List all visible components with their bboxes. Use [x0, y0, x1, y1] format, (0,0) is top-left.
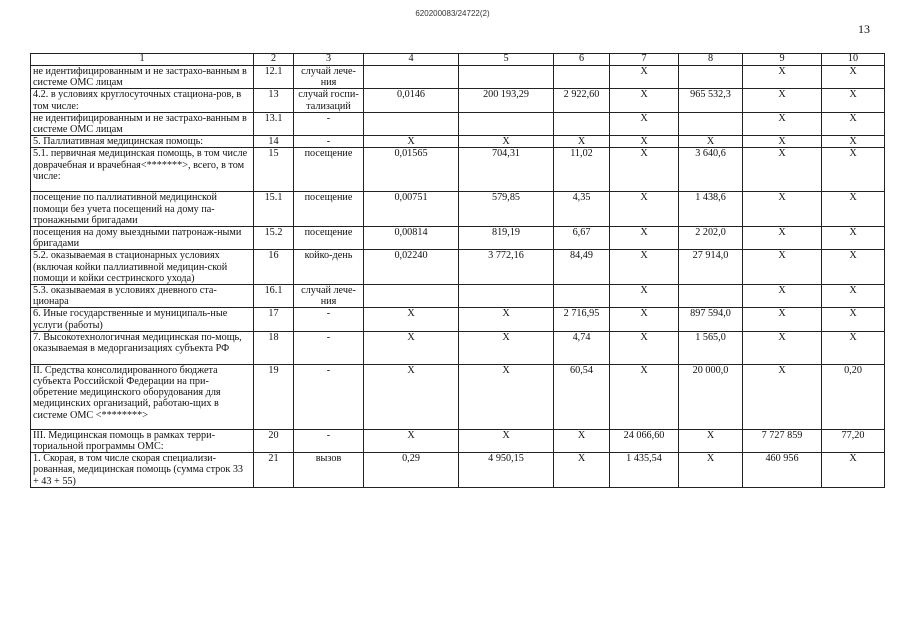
table-cell: 1 565,0: [679, 331, 743, 364]
table-cell: 18: [254, 331, 294, 364]
table-cell: X: [743, 227, 822, 250]
table-row: [31, 192, 885, 227]
row-label-cell: 5.1. первичная медицинская помощь, в том числе доврачебная и врачебная<*******>, всего, в том числе:: [31, 148, 254, 192]
column-header: 5: [459, 54, 554, 66]
table-row: [31, 227, 885, 250]
table-cell: X: [554, 429, 610, 452]
table-cell: 704,31: [459, 148, 554, 192]
row-label-cell: 6. Иные государственные и муниципаль-ные услуги (работы): [31, 308, 254, 331]
row-label-cell: 5.3. оказываемая в условиях дневного ста-ционара: [31, 285, 254, 308]
table-cell: X: [743, 112, 822, 135]
table-cell: 0,01565: [364, 148, 459, 192]
table-cell: 2 716,95: [554, 308, 610, 331]
table-cell: -: [294, 112, 364, 135]
table-cell: 0,20: [822, 364, 885, 429]
table-cell: X: [822, 285, 885, 308]
table-cell: 13.1: [254, 112, 294, 135]
table-cell: [459, 285, 554, 308]
table-cell: X: [822, 250, 885, 285]
table-row: [31, 331, 885, 364]
row-label-cell: 7. Высокотехнологичная медицинская по-мощь, оказываемая в медорганизациях субъекта РФ: [31, 331, 254, 364]
table-cell: X: [679, 453, 743, 488]
table-cell: -: [294, 429, 364, 452]
column-header: 7: [610, 54, 679, 66]
table-row: [31, 308, 885, 331]
header-row: [31, 54, 885, 66]
table-cell: [554, 285, 610, 308]
table-cell: X: [610, 308, 679, 331]
table-cell: 14: [254, 136, 294, 148]
row-label-cell: посещение по паллиативной медицинской помощи без учета посещений на дому па-тронажными бригадами: [31, 192, 254, 227]
table-cell: X: [743, 192, 822, 227]
table-cell: 0,29: [364, 453, 459, 488]
table-cell: [364, 112, 459, 135]
column-header: 8: [679, 54, 743, 66]
table-cell: X: [554, 136, 610, 148]
table-row: [31, 285, 885, 308]
table-cell: 15.2: [254, 227, 294, 250]
table-cell: 579,85: [459, 192, 554, 227]
column-header: 2: [254, 54, 294, 66]
table-cell: 4 950,15: [459, 453, 554, 488]
table-cell: X: [364, 308, 459, 331]
table-row: [31, 89, 885, 112]
column-header: 6: [554, 54, 610, 66]
table-cell: 0,0146: [364, 89, 459, 112]
table-cell: 0,02240: [364, 250, 459, 285]
table-cell: 27 914,0: [679, 250, 743, 285]
table-cell: X: [743, 250, 822, 285]
table-cell: койко-день: [294, 250, 364, 285]
table-row: [31, 429, 885, 452]
table-cell: 20: [254, 429, 294, 452]
table-cell: [679, 285, 743, 308]
table-cell: 3 772,16: [459, 250, 554, 285]
table-cell: 7 727 859: [743, 429, 822, 452]
table-cell: X: [822, 227, 885, 250]
table-cell: X: [743, 285, 822, 308]
table-row: [31, 148, 885, 192]
table-cell: 77,20: [822, 429, 885, 452]
table-cell: X: [743, 331, 822, 364]
table-cell: X: [364, 331, 459, 364]
table-cell: X: [610, 192, 679, 227]
table-cell: 20 000,0: [679, 364, 743, 429]
table-cell: X: [822, 136, 885, 148]
table-cell: X: [822, 308, 885, 331]
table-row: [31, 364, 885, 429]
row-label-cell: III. Медицинская помощь в рамках терри-ториальной программы ОМС:: [31, 429, 254, 452]
column-header: 10: [822, 54, 885, 66]
table-cell: 16: [254, 250, 294, 285]
row-label-cell: II. Средства консолидированного бюджета субъекта Российской Федерации на при-обретение медицинского оборудования для медицинских организаций, работаю-щих в системе ОМС <********>: [31, 364, 254, 429]
table-cell: [554, 66, 610, 89]
table-cell: [554, 112, 610, 135]
table-cell: 897 594,0: [679, 308, 743, 331]
table-cell: X: [743, 308, 822, 331]
column-header: 4: [364, 54, 459, 66]
table-cell: посещение: [294, 148, 364, 192]
table-cell: [364, 66, 459, 89]
table-cell: 84,49: [554, 250, 610, 285]
table-cell: 4,74: [554, 331, 610, 364]
table-cell: X: [610, 136, 679, 148]
table-cell: X: [459, 136, 554, 148]
table-cell: -: [294, 308, 364, 331]
table-cell: случай госпи-тализаций: [294, 89, 364, 112]
column-header: 1: [31, 54, 254, 66]
table-cell: X: [743, 66, 822, 89]
table-cell: посещение: [294, 192, 364, 227]
table-cell: X: [610, 89, 679, 112]
table-cell: [679, 112, 743, 135]
table-cell: 965 532,3: [679, 89, 743, 112]
table-cell: 11,02: [554, 148, 610, 192]
table-cell: X: [822, 89, 885, 112]
table-cell: X: [610, 148, 679, 192]
table-cell: X: [822, 192, 885, 227]
table-cell: X: [743, 364, 822, 429]
table-cell: 460 956: [743, 453, 822, 488]
table-cell: 17: [254, 308, 294, 331]
table-cell: 1 435,54: [610, 453, 679, 488]
table-cell: -: [294, 364, 364, 429]
row-label-cell: 1. Скорая, в том числе скорая специализи-рованная, медицинская помощь (сумма строк 33 + 43 + 55): [31, 453, 254, 488]
table-cell: X: [679, 429, 743, 452]
row-label-cell: 5. Паллиативная медицинская помощь:: [31, 136, 254, 148]
table-cell: X: [459, 429, 554, 452]
table-cell: 2 922,60: [554, 89, 610, 112]
table-cell: 1 438,6: [679, 192, 743, 227]
table-cell: 13: [254, 89, 294, 112]
table-row: [31, 136, 885, 148]
table-cell: случай лече-ния: [294, 285, 364, 308]
table-cell: 15.1: [254, 192, 294, 227]
table-cell: X: [364, 136, 459, 148]
row-label-cell: 4.2. в условиях круглосуточных стациона-ров, в том числе:: [31, 89, 254, 112]
table-cell: X: [554, 453, 610, 488]
table-row: [31, 250, 885, 285]
table-cell: 4,35: [554, 192, 610, 227]
row-label-cell: не идентифицированным и не застрахо-ванным в системе ОМС лицам: [31, 112, 254, 135]
table-cell: 6,67: [554, 227, 610, 250]
table-cell: 0,00814: [364, 227, 459, 250]
table-cell: X: [610, 66, 679, 89]
table-cell: случай лече-ния: [294, 66, 364, 89]
table-cell: 12.1: [254, 66, 294, 89]
row-label-cell: не идентифицированным и не застрахо-ванным в системе ОМС лицам: [31, 66, 254, 89]
table-cell: -: [294, 331, 364, 364]
table-cell: X: [610, 250, 679, 285]
table-cell: -: [294, 136, 364, 148]
table-cell: вызов: [294, 453, 364, 488]
table-cell: X: [610, 285, 679, 308]
table-row: [31, 66, 885, 89]
table-cell: X: [610, 227, 679, 250]
table-cell: 3 640,6: [679, 148, 743, 192]
table-cell: [459, 66, 554, 89]
table-cell: X: [610, 112, 679, 135]
column-header: 3: [294, 54, 364, 66]
table-cell: X: [822, 66, 885, 89]
table-cell: X: [610, 331, 679, 364]
table-cell: X: [459, 364, 554, 429]
table-cell: X: [679, 136, 743, 148]
column-header: 9: [743, 54, 822, 66]
table-cell: X: [743, 136, 822, 148]
table-cell: посещение: [294, 227, 364, 250]
table-cell: [679, 66, 743, 89]
table-row: [31, 112, 885, 135]
table-cell: X: [822, 331, 885, 364]
table-cell: X: [822, 112, 885, 135]
table-cell: 200 193,29: [459, 89, 554, 112]
row-label-cell: посещения на дому выездными патронаж-ными бригадами: [31, 227, 254, 250]
table-cell: X: [459, 331, 554, 364]
table-cell: X: [610, 364, 679, 429]
table-cell: 0,00751: [364, 192, 459, 227]
table-cell: X: [364, 364, 459, 429]
table-cell: 19: [254, 364, 294, 429]
table-cell: 16.1: [254, 285, 294, 308]
table-cell: 21: [254, 453, 294, 488]
data-table: [30, 53, 885, 488]
table-cell: X: [743, 89, 822, 112]
table-cell: 15: [254, 148, 294, 192]
table-row: [31, 453, 885, 488]
table-cell: X: [364, 429, 459, 452]
table-cell: [459, 112, 554, 135]
table-cell: [364, 285, 459, 308]
table-cell: 819,19: [459, 227, 554, 250]
row-label-cell: 5.2. оказываемая в стационарных условиях (включая койки паллиативной медицин-ской помощи и койки сестринского ухода): [31, 250, 254, 285]
document-id: 620200083/24722(2): [415, 9, 490, 18]
table-cell: X: [822, 148, 885, 192]
table-cell: X: [459, 308, 554, 331]
table-cell: 2 202,0: [679, 227, 743, 250]
table-cell: 24 066,60: [610, 429, 679, 452]
table-cell: X: [822, 453, 885, 488]
table-cell: X: [743, 148, 822, 192]
table-cell: 60,54: [554, 364, 610, 429]
page-number: 13: [858, 22, 870, 36]
